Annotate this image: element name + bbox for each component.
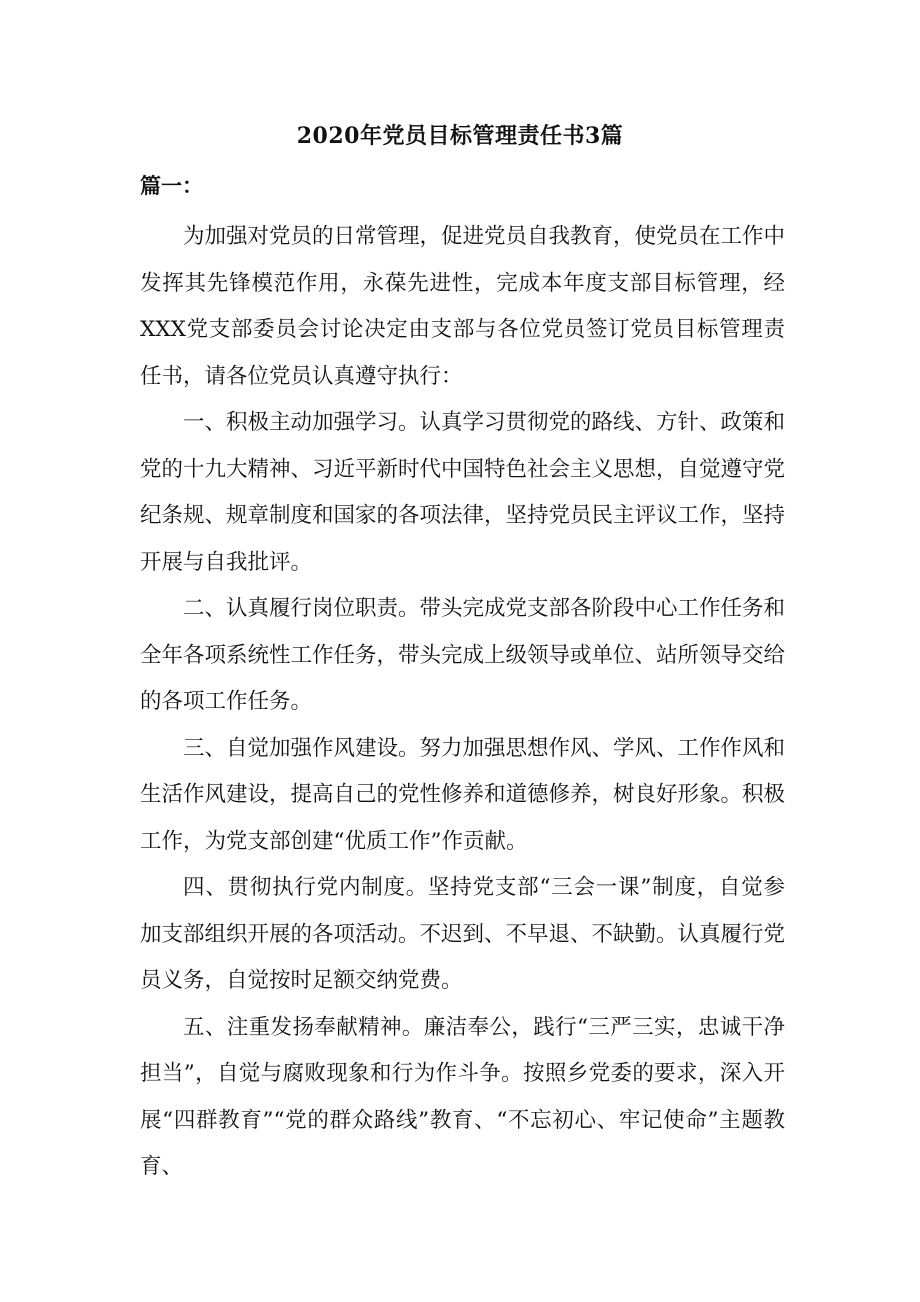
- document-body: [140, 214, 785, 1191]
- paragraph-intro: 为加强对党员的日常管理，促进党员自我教育，使党员在工作中发挥其先锋模范作用，永葆先进性，完成本年度支部目标管理，经XXX党支部委员会讨论决定由支部与各位党员签订党员目标管理责任书，请各位党员认真遵守执行：: [140, 224, 786, 389]
- document-title: 2020年党员目标管理责任书3篇: [296, 123, 624, 149]
- section-heading: 篇一：: [140, 173, 203, 198]
- paragraph-item-4: 四、贯彻执行党内制度。坚持党支部“三会一课”制度，自觉参加支部组织开展的各项活动。不迟到、不早退、不缺勤。认真履行党员义务，自觉按时足额交纳党费。: [140, 875, 786, 993]
- paragraph-item-3: 三、自觉加强作风建设。努力加强思想作风、学风、工作作风和生活作风建设，提高自己的党性修养和道德修养，树良好形象。积极工作，为党支部创建“优质工作”作贡献。: [140, 735, 786, 854]
- paragraph-item-2: 二、认真履行岗位职责。带头完成党支部各阶段中心工作任务和全年各项系统性工作任务，带头完成上级领导或单位、站所领导交给的各项工作任务。: [140, 596, 786, 714]
- paragraph-item-1: 一、积极主动加强学习。认真学习贯彻党的路线、方针、政策和党的十九大精神、习近平新时代中国特色社会主义思想，自觉遵守党纪条规、规章制度和国家的各项法律，坚持党员民主评议工作，坚持开展与自我批评。: [140, 410, 786, 575]
- paragraph-item-5: 五、注重发扬奉献精神。廉洁奉公，践行“三严三实，忠诚干净担当”，自觉与腐败现象和行为作斗争。按照乡党委的要求，深入开展“四群教育”“党的群众路线”教育、“不忘初心、牢记使命”主题教育、: [140, 1014, 785, 1179]
